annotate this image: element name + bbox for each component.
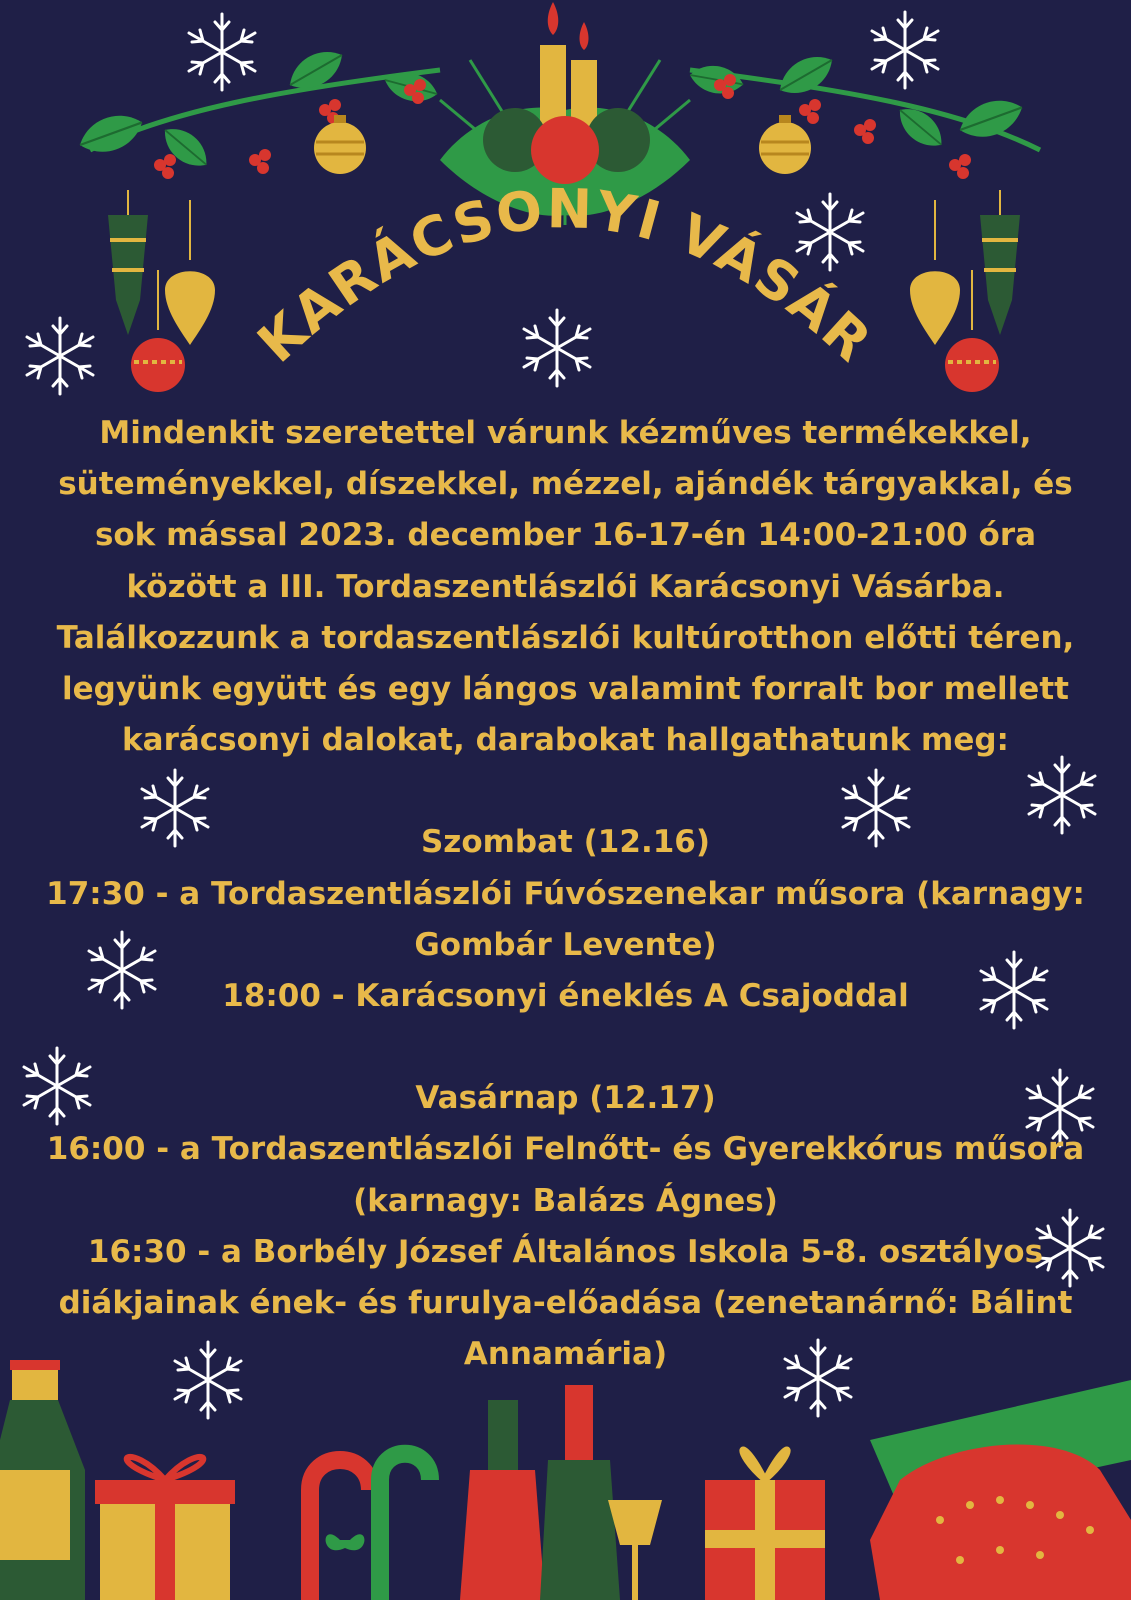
sunday-schedule — [30, 1073, 1101, 1380]
schedule-line: (karnagy: Balázs Ágnes) — [353, 1182, 778, 1219]
sweater-icon — [870, 1380, 1131, 1600]
intro-line: között a III. Tordaszentlászlói Karácsonyi Vásárba. — [126, 568, 1005, 605]
bottle-icon — [0, 1360, 85, 1600]
schedule-line: Annamária) — [463, 1336, 668, 1373]
bottle-icon — [460, 1385, 662, 1600]
page-title: KARÁCSONYI VÁSÁR — [245, 177, 885, 375]
candy-cane-icon — [310, 1454, 430, 1600]
intro-line: sok mással 2023. december 16-17-én 14:00-21:00 óra — [94, 517, 1037, 554]
schedule-line: 16:00 - a Tordaszentlászlói Felnőtt- és Gyerekkórus műsora — [46, 1131, 1085, 1168]
intro-line: legyünk együtt és egy lángos valamint forralt bor mellett — [62, 671, 1069, 708]
announcement-text — [30, 408, 1101, 1380]
intro-line: Mindenkit szeretettel várunk kézműves termékekkel, — [99, 415, 1032, 451]
spacer — [30, 1022, 1101, 1073]
schedule-line: Gombár Levente) — [414, 926, 717, 963]
schedule-line: 17:30 - a Tordaszentlászlói Fúvószenekar műsora (karnagy: — [46, 875, 1085, 912]
intro-line: karácsonyi dalokat, darabokat hallgathatunk meg: — [122, 722, 1009, 759]
intro-paragraph — [30, 408, 1101, 766]
sunday-heading: Vasárnap (12.17) — [415, 1080, 716, 1117]
intro-line: süteményekkel, díszekkel, mézzel, ajándék tárgyakkal, és — [58, 466, 1073, 503]
schedule-line: 16:30 - a Borbély József Általános Iskola 5-8. osztályos — [87, 1233, 1044, 1270]
schedule-line: diákjainak ének- és furulya-előadása (zenetanárnő: Bálint — [58, 1285, 1073, 1322]
svg-text:KARÁCSONYI VÁSÁR — [246, 177, 885, 375]
title-graphic — [0, 0, 1131, 420]
gift-icon — [705, 1450, 825, 1600]
saturday-schedule — [30, 817, 1101, 1022]
intro-line: Találkozzunk a tordaszentlászlói kultúrotthon előtti téren, — [56, 619, 1075, 656]
saturday-heading: Szombat (12.16) — [420, 824, 711, 861]
schedule-line: 18:00 - Karácsonyi éneklés A Csajoddal — [222, 978, 909, 1015]
spacer — [30, 766, 1101, 817]
gift-icon — [95, 1457, 235, 1600]
